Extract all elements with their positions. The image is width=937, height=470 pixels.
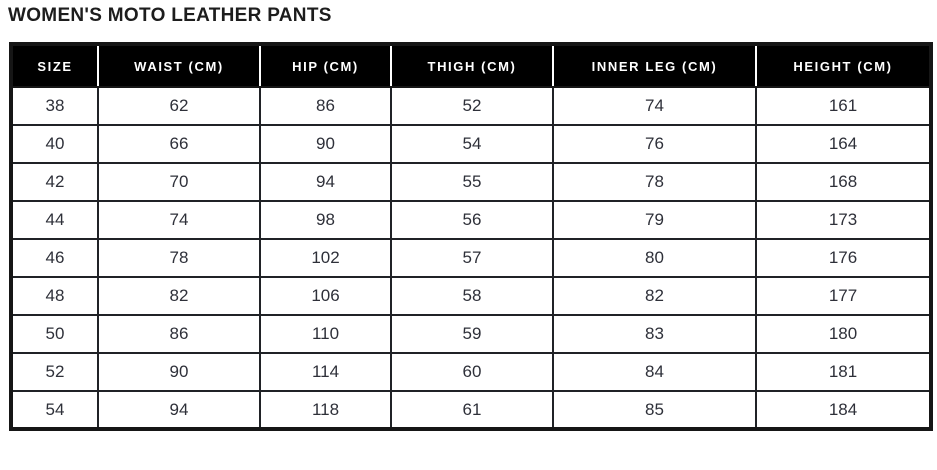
table-cell: 86	[98, 315, 260, 353]
table-cell: 78	[553, 163, 756, 201]
size-table-header-row	[11, 44, 931, 87]
table-row	[11, 87, 931, 125]
table-cell: 84	[553, 353, 756, 391]
table-cell: 56	[391, 201, 553, 239]
table-row	[11, 239, 931, 277]
table-row	[11, 201, 931, 239]
table-row	[11, 353, 931, 391]
table-cell: 57	[391, 239, 553, 277]
size-table-header	[11, 44, 931, 87]
table-cell: 55	[391, 163, 553, 201]
column-header-hip-cm: HIP (CM)	[260, 44, 391, 87]
table-cell: 80	[553, 239, 756, 277]
table-cell: 74	[553, 87, 756, 125]
table-cell: 177	[756, 277, 931, 315]
table-cell: 181	[756, 353, 931, 391]
table-cell: 168	[756, 163, 931, 201]
table-cell: 82	[553, 277, 756, 315]
table-cell: 44	[11, 201, 98, 239]
table-row	[11, 315, 931, 353]
table-cell: 94	[260, 163, 391, 201]
table-cell: 90	[98, 353, 260, 391]
table-cell: 184	[756, 391, 931, 429]
page-title: WOMEN'S MOTO LEATHER PANTS	[8, 5, 332, 26]
table-cell: 79	[553, 201, 756, 239]
table-cell: 176	[756, 239, 931, 277]
table-cell: 102	[260, 239, 391, 277]
table-row	[11, 163, 931, 201]
table-cell: 86	[260, 87, 391, 125]
column-header-thigh-cm: THIGH (CM)	[391, 44, 553, 87]
size-table	[9, 42, 933, 431]
column-header-inner-leg-cm: INNER LEG (CM)	[553, 44, 756, 87]
table-cell: 161	[756, 87, 931, 125]
table-cell: 54	[391, 125, 553, 163]
table-cell: 180	[756, 315, 931, 353]
table-cell: 61	[391, 391, 553, 429]
table-cell: 110	[260, 315, 391, 353]
table-cell: 106	[260, 277, 391, 315]
table-cell: 62	[98, 87, 260, 125]
column-header-waist-cm: WAIST (CM)	[98, 44, 260, 87]
table-cell: 48	[11, 277, 98, 315]
table-cell: 74	[98, 201, 260, 239]
table-cell: 173	[756, 201, 931, 239]
table-cell: 164	[756, 125, 931, 163]
table-cell: 58	[391, 277, 553, 315]
table-cell: 85	[553, 391, 756, 429]
table-row	[11, 391, 931, 429]
table-cell: 114	[260, 353, 391, 391]
table-cell: 54	[11, 391, 98, 429]
table-cell: 40	[11, 125, 98, 163]
table-cell: 78	[98, 239, 260, 277]
table-cell: 83	[553, 315, 756, 353]
table-cell: 70	[98, 163, 260, 201]
table-row	[11, 125, 931, 163]
table-cell: 38	[11, 87, 98, 125]
table-cell: 60	[391, 353, 553, 391]
table-cell: 46	[11, 239, 98, 277]
table-cell: 94	[98, 391, 260, 429]
table-cell: 90	[260, 125, 391, 163]
table-cell: 50	[11, 315, 98, 353]
table-cell: 76	[553, 125, 756, 163]
table-cell: 42	[11, 163, 98, 201]
column-header-size: SIZE	[11, 44, 98, 87]
table-cell: 82	[98, 277, 260, 315]
table-cell: 59	[391, 315, 553, 353]
table-cell: 98	[260, 201, 391, 239]
table-cell: 118	[260, 391, 391, 429]
table-cell: 52	[11, 353, 98, 391]
table-cell: 66	[98, 125, 260, 163]
column-header-height-cm: HEIGHT (CM)	[756, 44, 931, 87]
table-cell: 52	[391, 87, 553, 125]
table-row	[11, 277, 931, 315]
size-table-body	[11, 87, 931, 429]
